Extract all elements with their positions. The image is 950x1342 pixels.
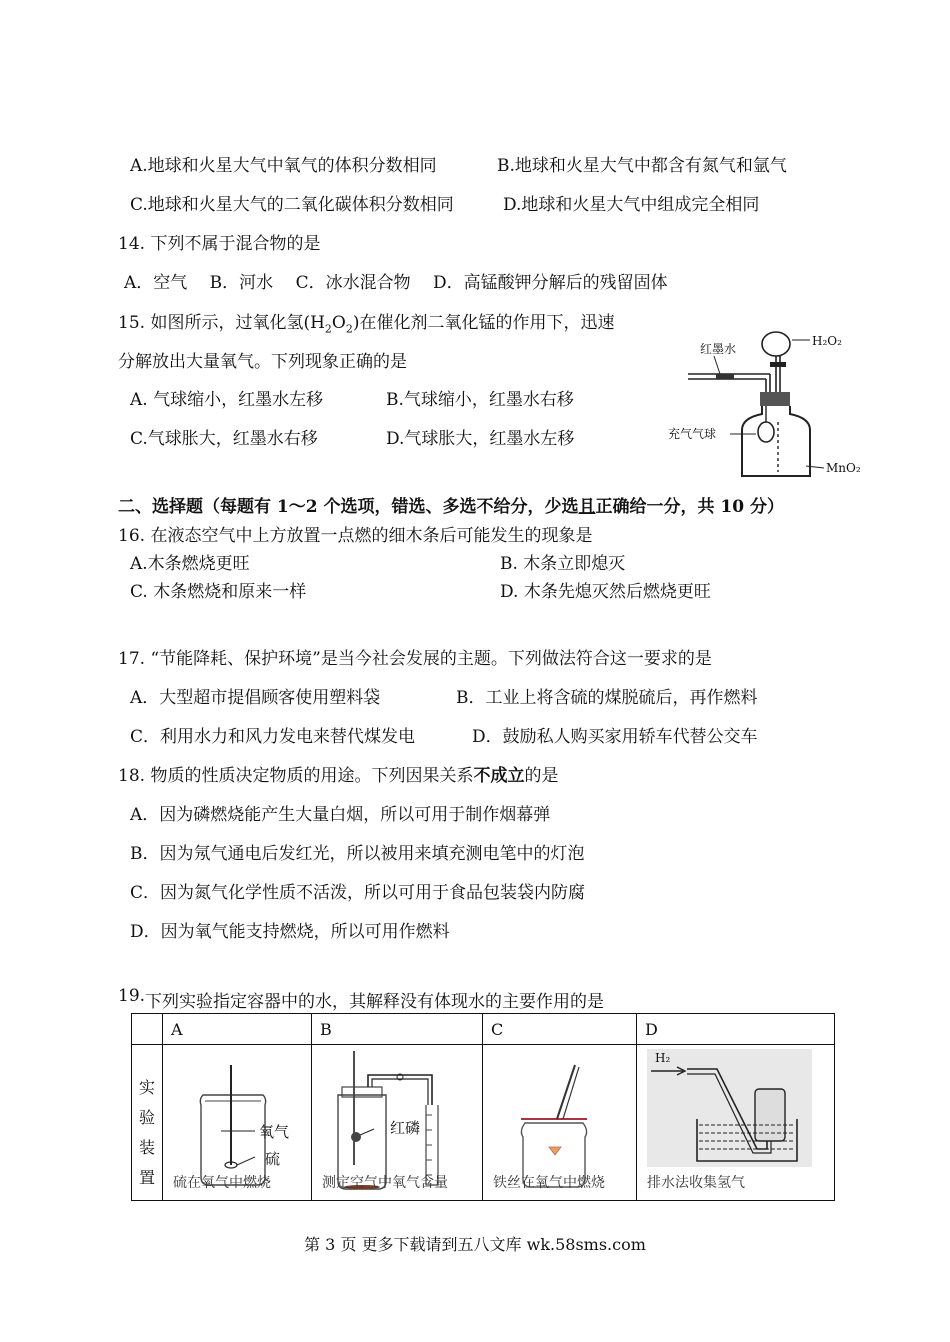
q17-option-b: B．工业上将含硫的煤脱硫后，再作燃料 <box>456 688 758 708</box>
q13-option-a: A.地球和火星大气中氧气的体积分数相同 <box>130 156 437 176</box>
q19-d-caption: 排水法收集氢气 <box>647 1175 745 1191</box>
q19-c-caption: 铁丝在氧气中燃烧 <box>493 1175 605 1191</box>
q19-row-label: 实验装置 <box>132 1045 163 1201</box>
q16-option-b: B. 木条立即熄灭 <box>500 554 626 574</box>
q19-cell-b <box>312 1045 483 1201</box>
q17-option-a: A．大型超市提倡顾客使用塑料袋 <box>130 688 381 708</box>
q19-header-d: D <box>637 1014 835 1045</box>
q14-stem: 14. 下列不属于混合物的是 <box>118 234 321 254</box>
q16-option-d: D. 木条先熄灭然后燃烧更旺 <box>500 582 711 602</box>
q19-a-caption: 硫在氧气中燃烧 <box>173 1175 271 1191</box>
q19-d-label-h2: H₂ <box>655 1051 671 1065</box>
q14-options: A．空气 B．河水 C．冰水混合物 D．高锰酸钾分解后的残留固体 <box>124 273 668 293</box>
q17-stem: 17. “节能降耗、保护环境”是当今社会发展的主题。下列做法符合这一要求的是 <box>118 649 712 669</box>
q15-label-h2o2: H₂O₂ <box>812 334 842 348</box>
q19-header-c: C <box>483 1014 637 1045</box>
q19-number: 19. <box>118 986 146 1006</box>
q13-option-c: C.地球和火星大气的二氧化碳体积分数相同 <box>130 195 454 215</box>
page-footer: 第 3 页 更多下载请到五八文库 wk.58sms.com <box>304 1235 646 1254</box>
q19-b-label-phosphorus: 红磷 <box>390 1119 421 1137</box>
q17-option-c: C．利用水力和风力发电来替代煤发电 <box>130 727 416 747</box>
q19-stem: 下列实验指定容器中的水，其解释没有体现水的主要作用的是 <box>145 992 604 1012</box>
q19-b-caption: 测定空气中氧气含量 <box>322 1175 448 1191</box>
q18-option-b: B．因为氖气通电后发红光，所以被用来填充测电笔中的灯泡 <box>130 844 585 864</box>
q16-option-c: C. 木条燃烧和原来一样 <box>130 582 307 602</box>
q15-option-a: A. 气球缩小，红墨水左移 <box>130 390 324 410</box>
q19-header-b: B <box>312 1014 483 1045</box>
q15-option-c: C.气球胀大，红墨水右移 <box>130 429 318 449</box>
section2-heading: 二、选择题（每题有 1～2 个选项，错选、多选不给分，少选且正确给一分，共 10 分） <box>118 497 784 517</box>
q16-option-a: A.木条燃烧更旺 <box>130 554 250 574</box>
q19-header-blank <box>132 1014 163 1045</box>
q15-stem: 15. 如图所示，过氧化氢$(H_2O_2)$在催化剂二氧化锰的作用下，迅速 <box>118 313 615 336</box>
q18-stem: 18. 物质的性质决定物质的用途。下列因果关系不成立的是 <box>118 766 559 786</box>
q15-label-balloon: 充气气球 <box>668 427 717 441</box>
q18-option-d: D．因为氧气能支持燃烧，所以可用作燃料 <box>130 922 450 942</box>
q18-option-c: C．因为氮气化学性质不活泼，所以可用于食品包装袋内防腐 <box>130 883 586 903</box>
q19-a-label-sulfur: 硫 <box>265 1150 281 1168</box>
q13-option-b: B.地球和火星大气中都含有氮气和氩气 <box>497 156 787 176</box>
q19-cell-a <box>163 1045 312 1201</box>
q19-experiment-table <box>131 1013 835 1201</box>
q15-label-mno2: MnO₂ <box>826 461 861 475</box>
q19-cell-c <box>483 1045 637 1201</box>
q15-stem-line2: 分解放出大量氧气。下列现象正确的是 <box>118 352 407 372</box>
q15-label-red-ink: 红墨水 <box>700 342 737 356</box>
q15-option-b: B.气球缩小，红墨水右移 <box>386 390 574 410</box>
q13-option-d: D.地球和火星大气中组成完全相同 <box>503 195 760 215</box>
q19-cell-d <box>637 1045 835 1201</box>
q17-option-d: D．鼓励私人购买家用轿车代替公交车 <box>472 727 758 747</box>
q18-option-a: A．因为磷燃烧能产生大量白烟，所以可用于制作烟幕弹 <box>130 805 551 825</box>
q19-header-a: A <box>163 1014 312 1045</box>
q19-a-label-oxygen: 氧气 <box>259 1123 290 1141</box>
q16-stem: 16. 在液态空气中上方放置一点燃的细木条后可能发生的现象是 <box>118 526 593 546</box>
q15-option-d: D.气球胀大，红墨水左移 <box>386 429 575 449</box>
